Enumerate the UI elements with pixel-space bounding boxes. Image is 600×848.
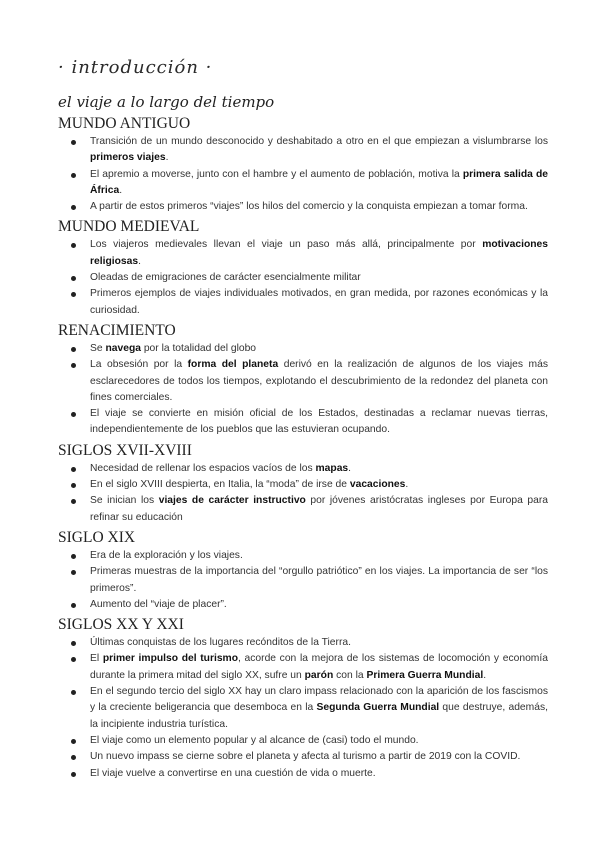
bold-text: navega	[105, 342, 141, 354]
text-run: El	[90, 653, 103, 665]
bullet-dot-icon	[71, 467, 76, 472]
text-run: .	[165, 152, 169, 164]
list-item	[58, 564, 548, 597]
section-heading: MUNDO ANTIGUO	[58, 115, 191, 132]
text-run: .	[138, 255, 141, 267]
text-run: Transición de un mundo desconocido y deshabitado a otro en el que empiezan a vislumbrarse los	[90, 136, 548, 147]
text-run: Primeros ejemplos de viajes individuales motivados, en gran medida, por razones económicas y la curiosidad.	[90, 288, 548, 316]
text-run: En el siglo XVIII despierta, en Italia, la “moda” de irse de	[90, 479, 350, 491]
text-run: .	[119, 184, 123, 196]
text-run: .	[348, 462, 352, 474]
sections-container	[58, 114, 548, 782]
bullet-dot-icon	[71, 412, 76, 417]
bullet-dot-icon	[71, 739, 76, 744]
text-run: Oleadas de emigraciones de carácter esencialmente militar	[90, 272, 361, 284]
list-item	[58, 134, 548, 167]
text-run: .	[405, 479, 409, 491]
bullet-dot-icon	[71, 657, 76, 662]
list-item	[58, 477, 548, 493]
list-item	[58, 766, 548, 782]
list-item	[58, 286, 548, 319]
bold-text: parón	[304, 669, 334, 681]
text-run: por la totalidad del globo	[140, 342, 257, 354]
text-run: Un nuevo impass se cierne sobre el planeta y afecta al turismo a partir de 2019 con la COVID.	[90, 751, 521, 763]
bold-text: primera salida de África	[90, 168, 549, 196]
bullet-dot-icon	[71, 570, 76, 575]
bullet-dot-icon	[71, 554, 76, 559]
bullet-list	[58, 134, 548, 215]
bullet-list	[58, 548, 548, 613]
list-item	[58, 548, 548, 564]
text-run: con la	[333, 669, 367, 681]
list-item	[58, 237, 548, 270]
list-item	[58, 749, 548, 765]
text-run: El viaje se convierte en misión oficial de los Estados, destinadas a reclamar nuevas tierras, independientemente de los pueblos que las estuvieran ocupando.	[90, 408, 548, 436]
bullet-dot-icon	[71, 499, 76, 504]
text-run: Se inician los	[90, 495, 159, 507]
list-item	[58, 493, 548, 526]
text-run: El apremio a moverse, junto con el hambre y el aumento de población, motiva la	[90, 168, 463, 180]
text-run: Necesidad de rellenar los espacios vacíos de los	[90, 462, 316, 474]
text-run: En el segundo tercio del siglo XX hay un claro impass relacionado con la aparición de los fascismos y la creciente beligerancia que desemboca en la	[90, 686, 548, 714]
text-run: El viaje como un elemento popular y al alcance de (casi) todo el mundo.	[90, 734, 419, 746]
bold-text: vacaciones	[349, 479, 406, 491]
text-run: Era de la exploración y los viajes.	[90, 549, 243, 561]
text-run: A partir de estos primeros “viajes” los hilos del comercio y la conquista empiezan a tomar forma.	[90, 201, 528, 213]
bullet-dot-icon	[71, 363, 76, 368]
bold-text: Primera Guerra Mundial	[366, 669, 484, 681]
list-item	[58, 461, 548, 477]
bullet-dot-icon	[71, 690, 76, 695]
bullet-dot-icon	[71, 173, 76, 178]
bullet-list	[58, 237, 548, 318]
section-heading: SIGLO XIX	[58, 528, 136, 546]
bullet-dot-icon	[71, 483, 76, 488]
list-item	[58, 341, 548, 357]
bold-text: primer impulso del turismo	[102, 653, 238, 665]
list-item	[58, 270, 548, 286]
text-run: Los viajeros medievales llevan el viaje un paso más allá, principalmente por	[90, 239, 483, 251]
bullet-dot-icon	[71, 292, 76, 297]
list-item	[58, 635, 548, 651]
text-run: Aumento del “viaje de placer”.	[90, 598, 227, 610]
text-run: que destruye, además, la incipiente industria turística.	[90, 702, 548, 730]
text-run: , acorde con la mejora de los sistemas de locomoción y economía durante la primera mitad del siglo XX, sufre un	[90, 653, 548, 681]
bold-text: viajes de carácter instructivo	[158, 495, 306, 507]
text-run: El viaje vuelve a convertirse en una cuestión de vida o muerte.	[90, 767, 376, 779]
bullet-dot-icon	[71, 140, 76, 145]
list-item	[58, 167, 548, 200]
bullet-dot-icon	[71, 641, 76, 646]
list-item	[58, 406, 548, 439]
bullet-list	[58, 341, 548, 439]
list-item	[58, 597, 548, 613]
bullet-dot-icon	[71, 755, 76, 760]
bullet-list	[58, 461, 548, 526]
bold-text: Segunda Guerra Mundial	[316, 702, 440, 714]
bullet-dot-icon	[71, 243, 76, 248]
bold-text: motivaciones religiosas	[90, 239, 548, 267]
bold-text: primeros viajes	[90, 152, 166, 164]
list-item	[58, 199, 548, 215]
section-heading: SIGLOS XX Y XXI	[58, 616, 184, 634]
text-run: La obsesión por la	[90, 359, 188, 371]
bullet-dot-icon	[71, 347, 76, 352]
text-run: Se	[90, 342, 106, 354]
text-run: derivó en la realización de algunos de los viajes más esclarecedores de todos los tiempos, explotando el descubrimiento de la redondez del planeta con fines comerciales.	[90, 359, 548, 403]
list-item	[58, 651, 548, 684]
bold-text: mapas	[315, 462, 349, 474]
document-page	[58, 56, 548, 782]
section-heading: SIGLOS XVII-XVIII	[58, 441, 192, 459]
intro-title: · introducción ·	[58, 57, 213, 78]
list-item	[58, 733, 548, 749]
section-heading: RENACIMIENTO	[58, 321, 176, 339]
list-item	[58, 357, 548, 406]
list-item	[58, 684, 548, 733]
bullet-dot-icon	[71, 276, 76, 281]
text-run: .	[483, 669, 487, 681]
bullet-list	[58, 635, 548, 782]
bullet-dot-icon	[71, 772, 76, 777]
subtitle: el viaje a lo largo del tiempo	[58, 93, 275, 111]
text-run: por jóvenes aristócratas ingleses por Europa para refinar su educación	[90, 495, 549, 523]
bold-text: forma del planeta	[187, 359, 279, 371]
text-run: Últimas conquistas de los lugares recónditos de la Tierra.	[90, 637, 351, 649]
bullet-dot-icon	[71, 603, 76, 608]
text-run: Primeras muestras de la importancia del “orgullo patriótico” en los viajes. La importancia de ser “los primeros”.	[90, 566, 548, 594]
section-heading: MUNDO MEDIEVAL	[58, 218, 200, 236]
bullet-dot-icon	[71, 205, 76, 210]
